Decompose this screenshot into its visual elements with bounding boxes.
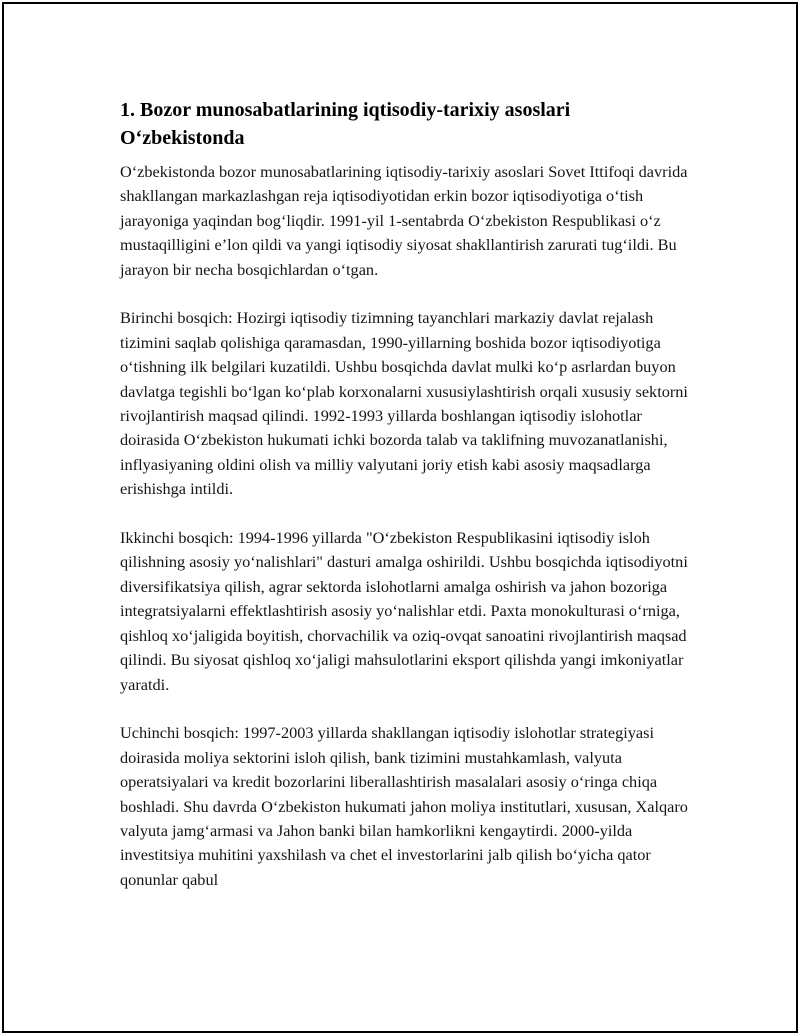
paragraph-stage-2: Ikkinchi bosqich: 1994-1996 yillarda "O‘zbekiston Respublikasini iqtisodiy isloh qilishning asosiy yo‘nalishlari" dasturi amalga oshirildi. Ushbu bosqichda iqtisodiyotni diversifikatsiya qilish, agrar sektorda islohotlarni amalga oshirish va jahon bozoriga integratsiyalarni effektlashtirish asosiy yo‘nalishlar etdi. Paxta monokulturasi o‘rniga, qishloq xo‘jaligida boyitish, chorvachilik va oziq-ovqat sanoatini rivojlantirish maqsad qilindi. Bu siyosat qishloq xo‘jaligi mahsulotlarini eksport qilishda yangi imkoniyatlar yaratdi. [120,528,688,694]
paragraph-intro: O‘zbekistonda bozor munosabatlarining iqtisodiy-tarixiy asoslari Sovet Ittifoqi davrida shakllangan markazlashgan reja iqtisodiyotidan erkin bozor iqtisodiyotiga o‘tish jarayoniga yaqindan bog‘liqdir. 1991-yil 1-sentabrda O‘zbekiston Respublikasi o‘z mustaqilligini e’lon qildi va yangi iqtisodiy siyosat shakllantirish zarurati tug‘ildi. Bu jarayon bir necha bosqichlardan o‘tgan. [120,162,688,279]
section-heading: 1. Bozor munosabatlarining iqtisodiy-tarixiy asoslari O‘zbekistonda [120,99,571,149]
paragraph-stage-3: Uchinchi bosqich: 1997-2003 yillarda shakllangan iqtisodiy islohotlar strategiyasi doirasida moliya sektorini isloh qilish, bank tizimini mustahkamlash, valyuta operatsiyalari va kredit bozorlarini liberallashtirish masalalari asosiy o‘ringa chiqa boshladi. Shu davrda O‘zbekiston hukumati jahon moliya institutlari, xususan, Xalqaro valyuta jamg‘armasi va Jahon banki bilan hamkorlikni kengaytirdi. 2000-yilda investitsiya muhitini yaxshilash va chet el investorlarini jalb qilish bo‘yicha qator qonunlar qabul [120,723,688,889]
document-page [2,2,798,1033]
paragraph-stage-1: Birinchi bosqich: Hozirgi iqtisodiy tizimning tayanchlari markaziy davlat rejalash tizimini saqlab qolishiga qaramasdan, 1990-yillarning boshida bozor iqtisodiyotiga o‘tishning ilk belgilari kuzatildi. Ushbu bosqichda davlat mulki ko‘p asrlardan buyon davlatga tegishli bo‘lgan ko‘plab korxonalarni xususiylashtirish orqali xususiy sektorni rivojlantirish maqsad qilindi. 1992-1993 yillarda boshlangan iqtisodiy islohotlar doirasida O‘zbekiston hukumati ichki bozorda talab va taklifning muvozanatlanishi, inflyasiyaning oldini olish va milliy valyutani joriy etish kabi asosiy maqsadlarga erishishga intildi. [120,308,688,499]
document-body [120,96,694,917]
